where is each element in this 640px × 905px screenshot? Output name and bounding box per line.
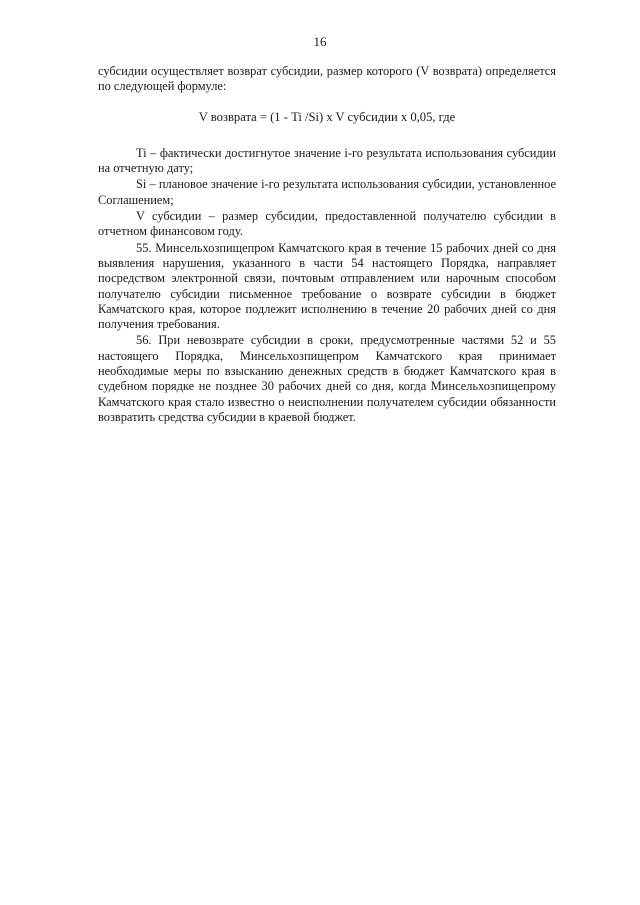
document-body: [98, 64, 556, 425]
paragraph-56: 56. При невозврате субсидии в сроки, предусмотренные частями 52 и 55 настоящего Порядка, Минсельхозпищепром Камчатского края принимает необходимые меры по взысканию денежных средств в бюджет Камчатского края в судебном порядке не позднее 30 рабочих дней со дня, когда Минсельхозпищепрому Камчатского края стало известно о неисполнении получателем субсидии обязанности возвратить средства субсидии в краевой бюджет.: [98, 333, 556, 424]
formula: V возврата = (1 - Ti /Si) x V субсидии x 0,05, где: [198, 109, 456, 124]
page-number: 16: [313, 34, 327, 49]
paragraph-55: 55. Минсельхозпищепром Камчатского края в течение 15 рабочих дней со дня выявления нарушения, указанного в части 54 настоящего Порядка, направляет посредством электронной связи, почтовым отправлением или нарочным способом получателю субсидии письменное требование о возврате субсидии в бюджет Камчатского края, которое подлежит исполнению в течение 20 рабочих дней со дня получения требования.: [98, 240, 556, 332]
ti-definition: Ti – фактически достигнутое значение i-го результата использования субсидии на отчетную дату;: [98, 145, 556, 176]
intro-paragraph: субсидии осуществляет возврат субсидии, размер которого (V возврата) определяется по следующей формуле:: [98, 64, 556, 94]
v-definition: V субсидии – размер субсидии, предоставленной получателю субсидии в отчетном финансовом году.: [98, 209, 556, 239]
si-definition: Si – плановое значение i-го результата использования субсидии, установленное Соглашением;: [98, 177, 556, 207]
